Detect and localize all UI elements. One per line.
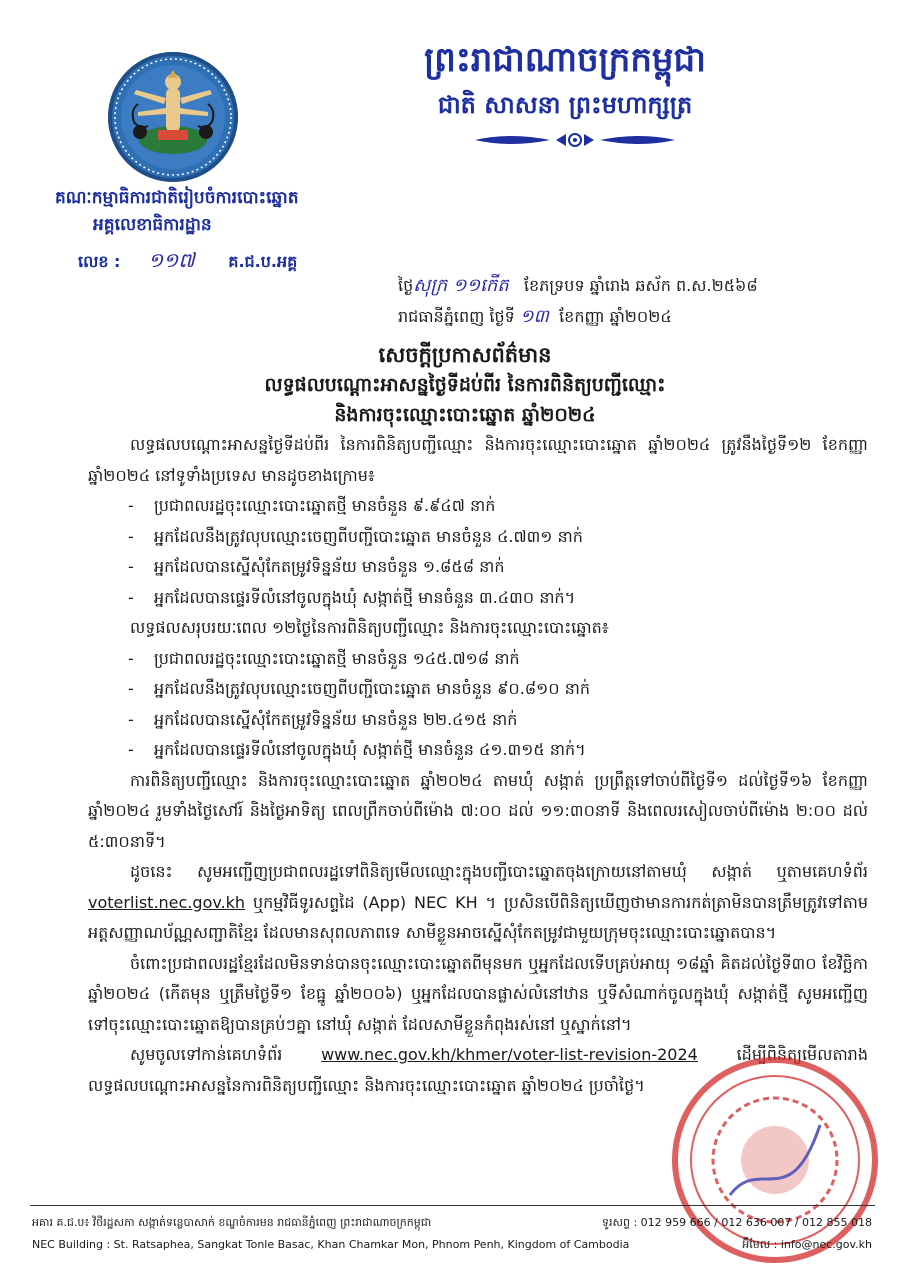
list-item-text: អ្នកដែលបានស្នើសុំកែតម្រូវទិន្នន័យ មានចំនួន ១.៨៥៨ នាក់ — [154, 557, 505, 576]
reference-line — [78, 247, 297, 277]
national-motto: ជាតិ សាសនា ព្រះមហាក្សត្រ — [437, 90, 693, 119]
voter-list-revision-link[interactable]: www.nec.gov.kh/khmer/voter-list-revision-2024 — [321, 1045, 698, 1064]
org-department: អគ្គលេខាធិការដ្ឋាន — [93, 215, 212, 235]
footer — [32, 1212, 872, 1256]
footer-phone: ទូរសព្ទ : 012 959 666 / 012 636 007 / 012 855 018 — [602, 1216, 872, 1229]
organization-heading — [55, 185, 299, 239]
footer-address-en: NEC Building : St. Ratsaphea, Sangkat Tonle Basac, Khan Chamkar Mon, Phnom Penh, Kingdom of Cambodia — [32, 1238, 630, 1251]
footer-email: អ៊ីមែល : info@nec.gov.kh — [742, 1238, 872, 1251]
date-block — [398, 270, 758, 332]
footer-divider — [30, 1205, 875, 1206]
footer-row-en — [32, 1234, 872, 1256]
list-item: - ប្រជាពលរដ្ឋចុះឈ្មោះបោះឆ្នោតថ្មី មានចំនួន ៩.៩៤៧ នាក់ — [128, 496, 496, 515]
list-item-text: ប្រជាពលរដ្ឋចុះឈ្មោះបោះឆ្នោតថ្មី មានចំនួន ១៤៥.៧១៨ នាក់ — [154, 648, 520, 668]
total-results-list — [88, 644, 868, 766]
solar-date-prefix: រាជធានីភ្នំពេញ ថ្ងៃទី — [398, 307, 515, 326]
solar-date-day: ១៣ — [519, 306, 549, 327]
deity-emblem-icon — [108, 52, 238, 182]
list-item: - អ្នកដែលបានផ្ទេរទីលំនៅចូលក្នុងឃុំ សង្កាត់ថ្មី មានចំនួន ៣.៤៣០ នាក់។ — [128, 587, 576, 607]
kingdom-heading — [345, 38, 785, 122]
footer-address-kh: អគារ គ.ជ.ប៖ វិថីរដ្ឋសភា សង្កាត់ទន្លេបាសាក់ ខណ្ឌចំការមន រាជធានីភ្នំពេញ ព្រះរាជាណាចក្រកម្ពុជា — [32, 1216, 432, 1229]
list-item-text: អ្នកដែលនឹងត្រូវលុបឈ្មោះចេញពីបញ្ជីបោះឆ្នោត មានចំនួន ៤.៧៣១ នាក់ — [154, 526, 583, 546]
title-line-2: លទ្ធផលបណ្តោះអាសន្នថ្ងៃទីដប់ពីរ នៃការពិនិត្យបញ្ជីឈ្មោះ — [264, 374, 666, 396]
title-line-1: សេចក្តីប្រកាសព័ត៌មាន — [378, 343, 552, 367]
voterlist-link[interactable]: voterlist.nec.gov.kh — [88, 892, 246, 912]
intro-line-1: លទ្ធផលបណ្តោះអាសន្នថ្ងៃទីដប់ពីរ នៃការពិនិត្យបញ្ជីឈ្មោះ និងការចុះឈ្មោះបោះឆ្នោត — [130, 435, 637, 454]
footer-row-kh — [32, 1212, 872, 1234]
list-item: - អ្នកដែលបានស្នើសុំកែតម្រូវទិន្នន័យ មានចំនួន ១.៨៥៨ នាក់ — [128, 557, 505, 576]
reference-label: លេខ : — [78, 252, 121, 271]
list-item-text: អ្នកដែលនឹងត្រូវលុបឈ្មោះចេញពីបញ្ជីបោះឆ្នោត មានចំនួន ៩០.៨១០ នាក់ — [154, 679, 591, 698]
org-name: គណៈកម្មាធិការជាតិរៀបចំការបោះឆ្នោត — [55, 188, 299, 208]
visit-paragraph-text: សូមចូលទៅកាន់គេហទំព័រ — [130, 1045, 283, 1064]
list-item-text: អ្នកដែលបានផ្ទេរទីលំនៅចូលក្នុងឃុំ សង្កាត់ថ្មី មានចំនួន ៣.៤៣០ នាក់។ — [154, 587, 576, 607]
list-item-text: អ្នកដែលបានផ្ទេរទីលំនៅចូលក្នុងឃុំ សង្កាត់ថ្មី មានចំនួន ៤១.៣១៥ នាក់។ — [154, 740, 586, 759]
title-line-3: និងការចុះឈ្មោះបោះឆ្នោត ឆ្នាំ២០២៤ — [334, 404, 596, 426]
list-item-text: អ្នកដែលបានស្នើសុំកែតម្រូវទិន្នន័យ មានចំនួន ២២.៤១៥ នាក់ — [154, 709, 518, 729]
list-item: - អ្នកដែលបានស្នើសុំកែតម្រូវទិន្នន័យ មានចំនួន ២២.៤១៥ នាក់ — [128, 709, 518, 729]
solar-date — [398, 301, 758, 332]
intro-line-2: ឆ្នាំ២០២៤ ត្រូវនឹងថ្ងៃទី១២ ខែកញ្ញា ឆ្នាំ២០២៤ នៅទូទាំងប្រទេស មានដូចខាងក្រោម៖ — [88, 435, 869, 485]
check-paragraph — [88, 857, 868, 949]
summary-intro: លទ្ធផលសរុបរយៈពេល ១២ថ្ងៃនៃការពិនិត្យបញ្ជីឈ្មោះ និងការចុះឈ្មោះបោះឆ្នោត៖ — [130, 618, 609, 637]
registration-paragraph: ចំពោះប្រជាពលរដ្ឋខ្មែរដែលមិនទាន់បានចុះឈ្មោះបោះឆ្នោតពីមុនមក ឬអ្នកដែលទើបគ្រប់អាយុ ១៨ឆ្នាំ គិតដល់ថ្ងៃទី៣០ ខែវិច្ឆិកា ឆ្នាំ២០២៤ (កើតមុន ឬត្រឹមថ្ងៃទី១ ខែធ្នូ ឆ្នាំ២០០៦) ឬអ្នកដែលបានផ្លាស់លំនៅឋាន ឬទីសំណាក់ចូលក្នុងឃុំ សង្កាត់ថ្មី សូមអញ្ជើញទៅចុះឈ្មោះបោះឆ្នោតឱ្យបានគ្រប់ៗគ្នា នៅឃុំ សង្កាត់ ដែលសាមីខ្លួនកំពុងរស់នៅ ឬស្នាក់នៅ។ — [88, 953, 868, 1034]
solar-date-suffix: ខែកញ្ញា ឆ្នាំ២០២៤ — [559, 307, 672, 326]
kingdom-name: ព្រះរាជាណាចក្រកម្ពុជា — [424, 40, 706, 80]
schedule-paragraph: ការពិនិត្យបញ្ជីឈ្មោះ និងការចុះឈ្មោះបោះឆ្នោត ឆ្នាំ២០២៤ តាមឃុំ សង្កាត់ ប្រព្រឹត្តទៅចាប់ពីថ្ងៃទី១ ដល់ថ្ងៃទី១៦ ខែកញ្ញា ឆ្នាំ២០២៤ រួមទាំងថ្ងៃសៅរ៍ និងថ្ងៃអាទិត្យ ពេលព្រឹកចាប់ពីម៉ោង ៧:០០ ដល់ ១១:៣០នាទី និងពេលរសៀលចាប់ពីម៉ោង ២:០០ ដល់ ៥:៣០នាទី។ — [88, 770, 868, 851]
list-item-text: ប្រជាពលរដ្ឋចុះឈ្មោះបោះឆ្នោតថ្មី មានចំនួន ៩.៩៤៧ នាក់ — [154, 496, 496, 515]
nec-logo — [108, 52, 238, 182]
reference-code: គ.ជ.ប.អគ្គ — [228, 252, 298, 271]
lunar-date-handwritten: សុក្រ ១១កើត — [413, 275, 509, 296]
list-item: - អ្នកដែលនឹងត្រូវលុបឈ្មោះចេញពីបញ្ជីបោះឆ្នោត មានចំនួន ៤.៧៣១ នាក់ — [128, 526, 583, 546]
announcement-body — [88, 430, 868, 1101]
lunar-date-prefix: ថ្ងៃ — [398, 276, 414, 295]
check-paragraph-text: ដូចនេះ សូមអញ្ជើញប្រជាពលរដ្ឋទៅពិនិត្យមើលឈ្មោះក្នុងបញ្ជីបោះឆ្នោតចុងក្រោយនៅតាមឃុំ សង្កាត់ ឬតាមគេហទំព័រ — [130, 862, 868, 881]
day12-results-list — [88, 491, 868, 613]
list-item: - ប្រជាពលរដ្ឋចុះឈ្មោះបោះឆ្នោតថ្មី មានចំនួន ១៤៥.៧១៨ នាក់ — [128, 648, 520, 668]
intro-paragraph — [88, 430, 868, 491]
lunar-date — [398, 270, 758, 301]
list-item: - អ្នកដែលនឹងត្រូវលុបឈ្មោះចេញពីបញ្ជីបោះឆ្នោត មានចំនួន ៩០.៨១០ នាក់ — [128, 679, 591, 698]
check-paragraph-text-2: ឬកម្មវិធីទូរសព្ទដៃ (App) NEC KH ។ ប្រសិនបើពិនិត្យឃើញថាមានការកត់ត្រាមិនបានត្រឹមត្រូវទៅតាមអត្តសញ្ញាណប័ណ្ណសញ្ជាតិខ្មែរ ដែលមានសុពលភាពទេ សាមីខ្លួនអាចស្នើសុំកែតម្រូវជាមួយក្រុមចុះឈ្មោះបោះឆ្នោតបាន។ — [88, 892, 868, 942]
reference-number: ១១៧ — [148, 248, 195, 272]
visit-paragraph-text-2: ដើម្បីពិនិត្យមើលតារាងលទ្ធផលបណ្តោះអាសន្ននៃការពិនិត្យបញ្ជីឈ្មោះ និងការចុះឈ្មោះបោះឆ្នោត ឆ្នាំ២០២៤ ប្រចាំថ្ងៃ។ — [88, 1045, 868, 1095]
lunar-date-suffix: ខែភទ្របទ ឆ្នាំរោង ឆស័ក ព.ស.២៥៦៨ — [523, 276, 758, 295]
announcement-title — [120, 340, 810, 430]
ornament-divider-icon — [470, 130, 680, 150]
list-item: - អ្នកដែលបានផ្ទេរទីលំនៅចូលក្នុងឃុំ សង្កាត់ថ្មី មានចំនួន ៤១.៣១៥ នាក់។ — [128, 740, 586, 759]
